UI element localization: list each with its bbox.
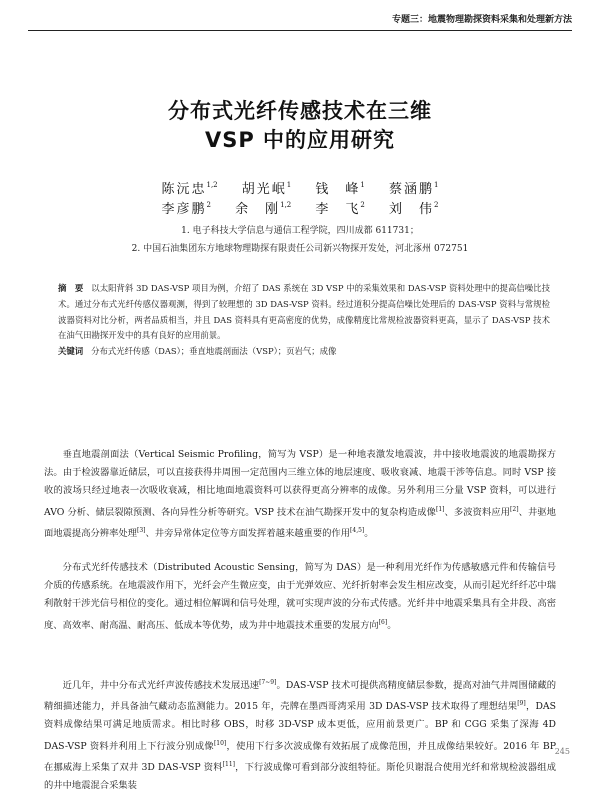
abstract-label: 摘 要 — [58, 283, 84, 293]
running-header: 专题三：地震物理勘探资料采集和处理新方法 — [391, 15, 572, 25]
page-number: 245 — [554, 747, 570, 756]
affiliation-1: 1. 电子科技大学信息与通信工程学院，四川成都 611731； — [181, 226, 419, 236]
citation: [2] — [510, 505, 519, 513]
keywords — [58, 344, 550, 360]
citation: [7~9] — [259, 679, 277, 686]
citation: [6] — [378, 618, 388, 626]
author: 余 刚$^{1,2}$ — [235, 201, 292, 217]
keywords-label: 关键词 — [58, 346, 84, 357]
paper-title-line-1: 分布式光纤传感技术在三维 — [168, 99, 432, 123]
citation: [3] — [136, 526, 146, 534]
author: 蔡涵鹏$^1$ — [389, 181, 439, 197]
abstract — [58, 281, 550, 344]
author: 李 飞$^2$ — [315, 201, 365, 217]
author: 刘 伟$^2$ — [389, 201, 439, 217]
keywords-text: 分布式光纤传感（DAS）；垂直地震剖面法（VSP）；页岩气；成像 — [91, 346, 337, 357]
body-paragraph-2: 分布式光纤传感技术（Distributed Acoustic Sensing，简写为 DAS）是一种利用光纤作为传感敏感元件和传输信号介质的传感系统。在地震波作用下，光纤会产生微应变，由于光弹效应、光纤折射率会发生相应改变，从而引起光纤纤芯中瑞利散射干涉光信号相位的变化。通过相位解调和信号处理，就可实现声波的分布式传感。光纤井中地震采集具有全井段、高密度、高效率、耐高温、耐高压、低成本等优势，成为井中地震技术重要的发展方向[6]。 — [44, 562, 556, 631]
citation: [11] — [222, 760, 235, 768]
author: 胡光岷$^1$ — [241, 181, 292, 197]
abstract-text: 以太阳背斜 3D DAS-VSP 项目为例，介绍了 DAS 系统在 3D VSP 中的采集效果和 DAS-VSP 资料处理中的提高信噪比技术。通过分布式光纤传感仪器观测，得到了较理想的 3D DAS-VSP 资料。经过道积分提高信噪比处理后的 DAS-VSP 资料与常规检波器资料对比分析，两者品质相当，并且 DAS 资料具有更高密度的优势，成像精度比常规检波器资料更高，显示了 DAS-VSP 技术在油气田勘探开发中的具有良好的应用前景。 — [58, 283, 551, 341]
citation: [1] — [435, 505, 445, 513]
paper-title-line-2: VSP 中的应用研究 — [204, 128, 396, 152]
body-paragraph-1: 垂直地震剖面法（Vertical Seismic Profiling，简写为 VSP）是一种地表激发地震波，井中接收地震波的地震勘探方法。由于检波器靠近储层，可以直接获得井周围一定范围内三维立体的地层速度、吸收衰减、地震干涉等信息。同时 VSP 接收的波场只经过地表一次吸收衰减，相比地面地震资料可以获得更高分辨率的成像。另外利用三分量 VSP 资料，可以进行 AVO 分析、储层裂隙预测、各向异性分析等研究。VSP 技术在油气勘探开发中的复杂构造成像[1]、多波资料应用[2]、井驱地面地震提高分辨率处理[3]、井旁异常体定位等方面发挥着越来越重要的作用[4,5]。 — [44, 449, 556, 539]
body-paragraph-3: 近几年，井中分布式光纤声波传感技术发展迅速[7~9]。DAS-VSP 技术可提供高精度储层参数，提高对油气井周围储藏的精细描述能力，并具备油气藏动态监测能力。2015 年，壳牌在墨西哥湾采用 3D DAS-VSP 技术取得了理想结果[9]，DAS 资料成像结果可满足地质需求。相比时移 OBS，时移 3D-VSP 成本更低，应用前景更广。BP 和 CGG 采集了深海 4D DAS-VSP 资料并利用上下行波分别成像[10]，使用下行多次波成像有效拓展了成像范围，并且成像结果较好。2016 年 BP 在挪威海上采集了双井 3D DAS-VSP 资料[11]，下行波成像可看到部分波组特征。斯伦贝谢混合使用光纤和常规检波器组成的井中地震混合采集装 — [44, 679, 556, 792]
author-row-1 — [0, 178, 600, 197]
citation: [4,5] — [350, 526, 365, 534]
affiliation-2: 2. 中国石油集团东方地球物理勘探有限责任公司新兴物探开发处，河北涿州 072751 — [131, 244, 469, 254]
author-row-2 — [0, 198, 600, 217]
author: 李彦鹏$^2$ — [161, 201, 211, 217]
header-rule — [28, 30, 572, 31]
abstract-block — [58, 281, 550, 360]
citation: [10] — [213, 739, 227, 747]
citation: [9] — [517, 700, 526, 708]
author: 钱 峰$^1$ — [315, 181, 365, 197]
author: 陈沅忠$^{1,2}$ — [161, 181, 218, 197]
